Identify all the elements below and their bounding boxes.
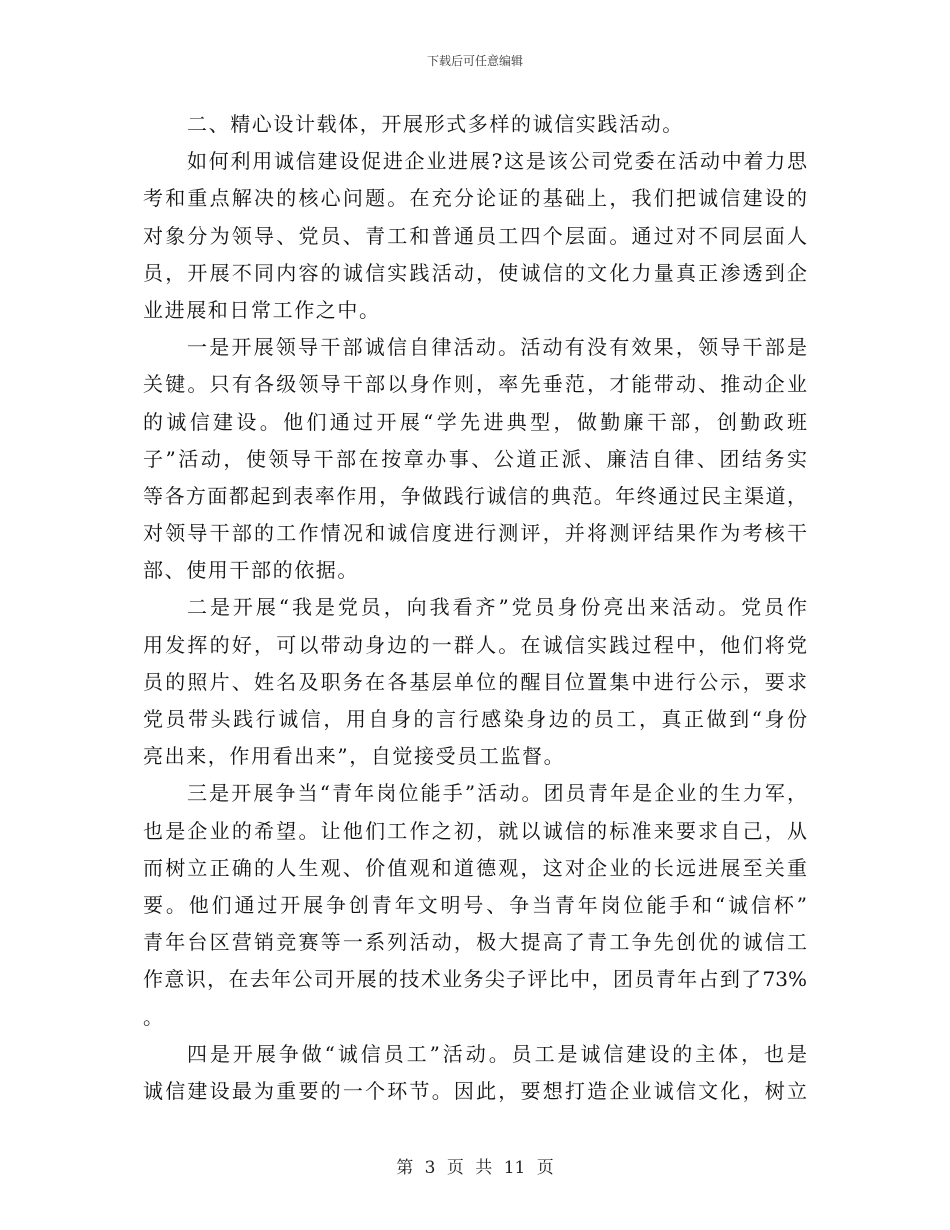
text-line: 业进展和日常工作之中。 [143,297,381,322]
text-line: 四是开展争做“诚信员工”活动。员工是诚信建设的主体，也是 [187,1041,807,1066]
text-line: 员的照片、姓名及职务在各基层单位的醒目位置集中进行公示，要求 [143,669,807,694]
text-line: 员，开展不同内容的诚信实践活动，使诚信的文化力量真正渗透到企 [143,260,807,285]
text-line: 诚信建设最为重要的一个环节。因此，要想打造企业诚信文化，树立 [143,1078,807,1103]
text-line: 的诚信建设。他们通过开展“学先进典型，做勤廉干部，创勤政班 [143,409,807,434]
text-line: 对领导干部的工作情况和诚信度进行测评，并将测评结果作为考核干 [143,521,807,546]
text-line: 三是开展争当“青年岗位能手”活动。团员青年是企业的生力军， [187,781,807,806]
text-line: 青年台区营销竞赛等一系列活动，极大提高了青工争先创优的诚信工 [143,930,807,955]
text-line: 而树立正确的人生观、价值观和道德观，这对企业的长远进展至关重 [143,855,807,880]
text-line: 子”活动，使领导干部在按章办事、公道正派、廉洁自律、团结务实 [143,446,807,471]
text-line: 部、使用干部的依据。 [143,558,359,583]
page-header: 下载后可任意编辑 [426,54,523,68]
body-text [143,106,807,1110]
text-line: 亮出来，作用看出来”，自觉接受员工监督。 [143,744,566,769]
text-line: 对象分为领导、党员、青工和普通员工四个层面。通过对不同层面人 [143,223,807,248]
text-line: 作意识，在去年公司开展的技术业务尖子评比中，团员青年占到了73% [143,967,807,992]
text-line: 二是开展“我是党员，向我看齐”党员身份亮出来活动。党员作 [187,595,807,620]
text-line: 。 [143,1004,165,1029]
text-line: 要。他们通过开展争创青年文明号、争当青年岗位能手和“诚信杯” [143,892,807,917]
page-footer: 第 3 页 共 11 页 [396,1158,554,1178]
text-line: 二、精心设计载体，开展形式多样的诚信实践活动。 [187,112,684,136]
text-line: 如何利用诚信建设促进企业进展?这是该公司党委在活动中着力思 [187,149,807,174]
text-line: 也是企业的希望。让他们工作之初，就以诚信的标准来要求自己，从 [143,818,807,843]
text-line: 党员带头践行诚信，用自身的言行感染身边的员工，真正做到“身份 [143,707,807,731]
text-line: 一是开展领导干部诚信自律活动。活动有没有效果，领导干部是 [187,335,807,360]
text-line: 用发挥的好，可以带动身边的一群人。在诚信实践过程中，他们将党 [143,632,807,657]
text-line: 关键。只有各级领导干部以身作则，率先垂范，才能带动、推动企业 [143,372,807,397]
text-line: 等各方面都起到表率作用，争做践行诚信的典范。年终通过民主渠道， [143,483,807,508]
text-line: 考和重点解决的核心问题。在充分论证的基础上，我们把诚信建设的 [143,186,807,211]
